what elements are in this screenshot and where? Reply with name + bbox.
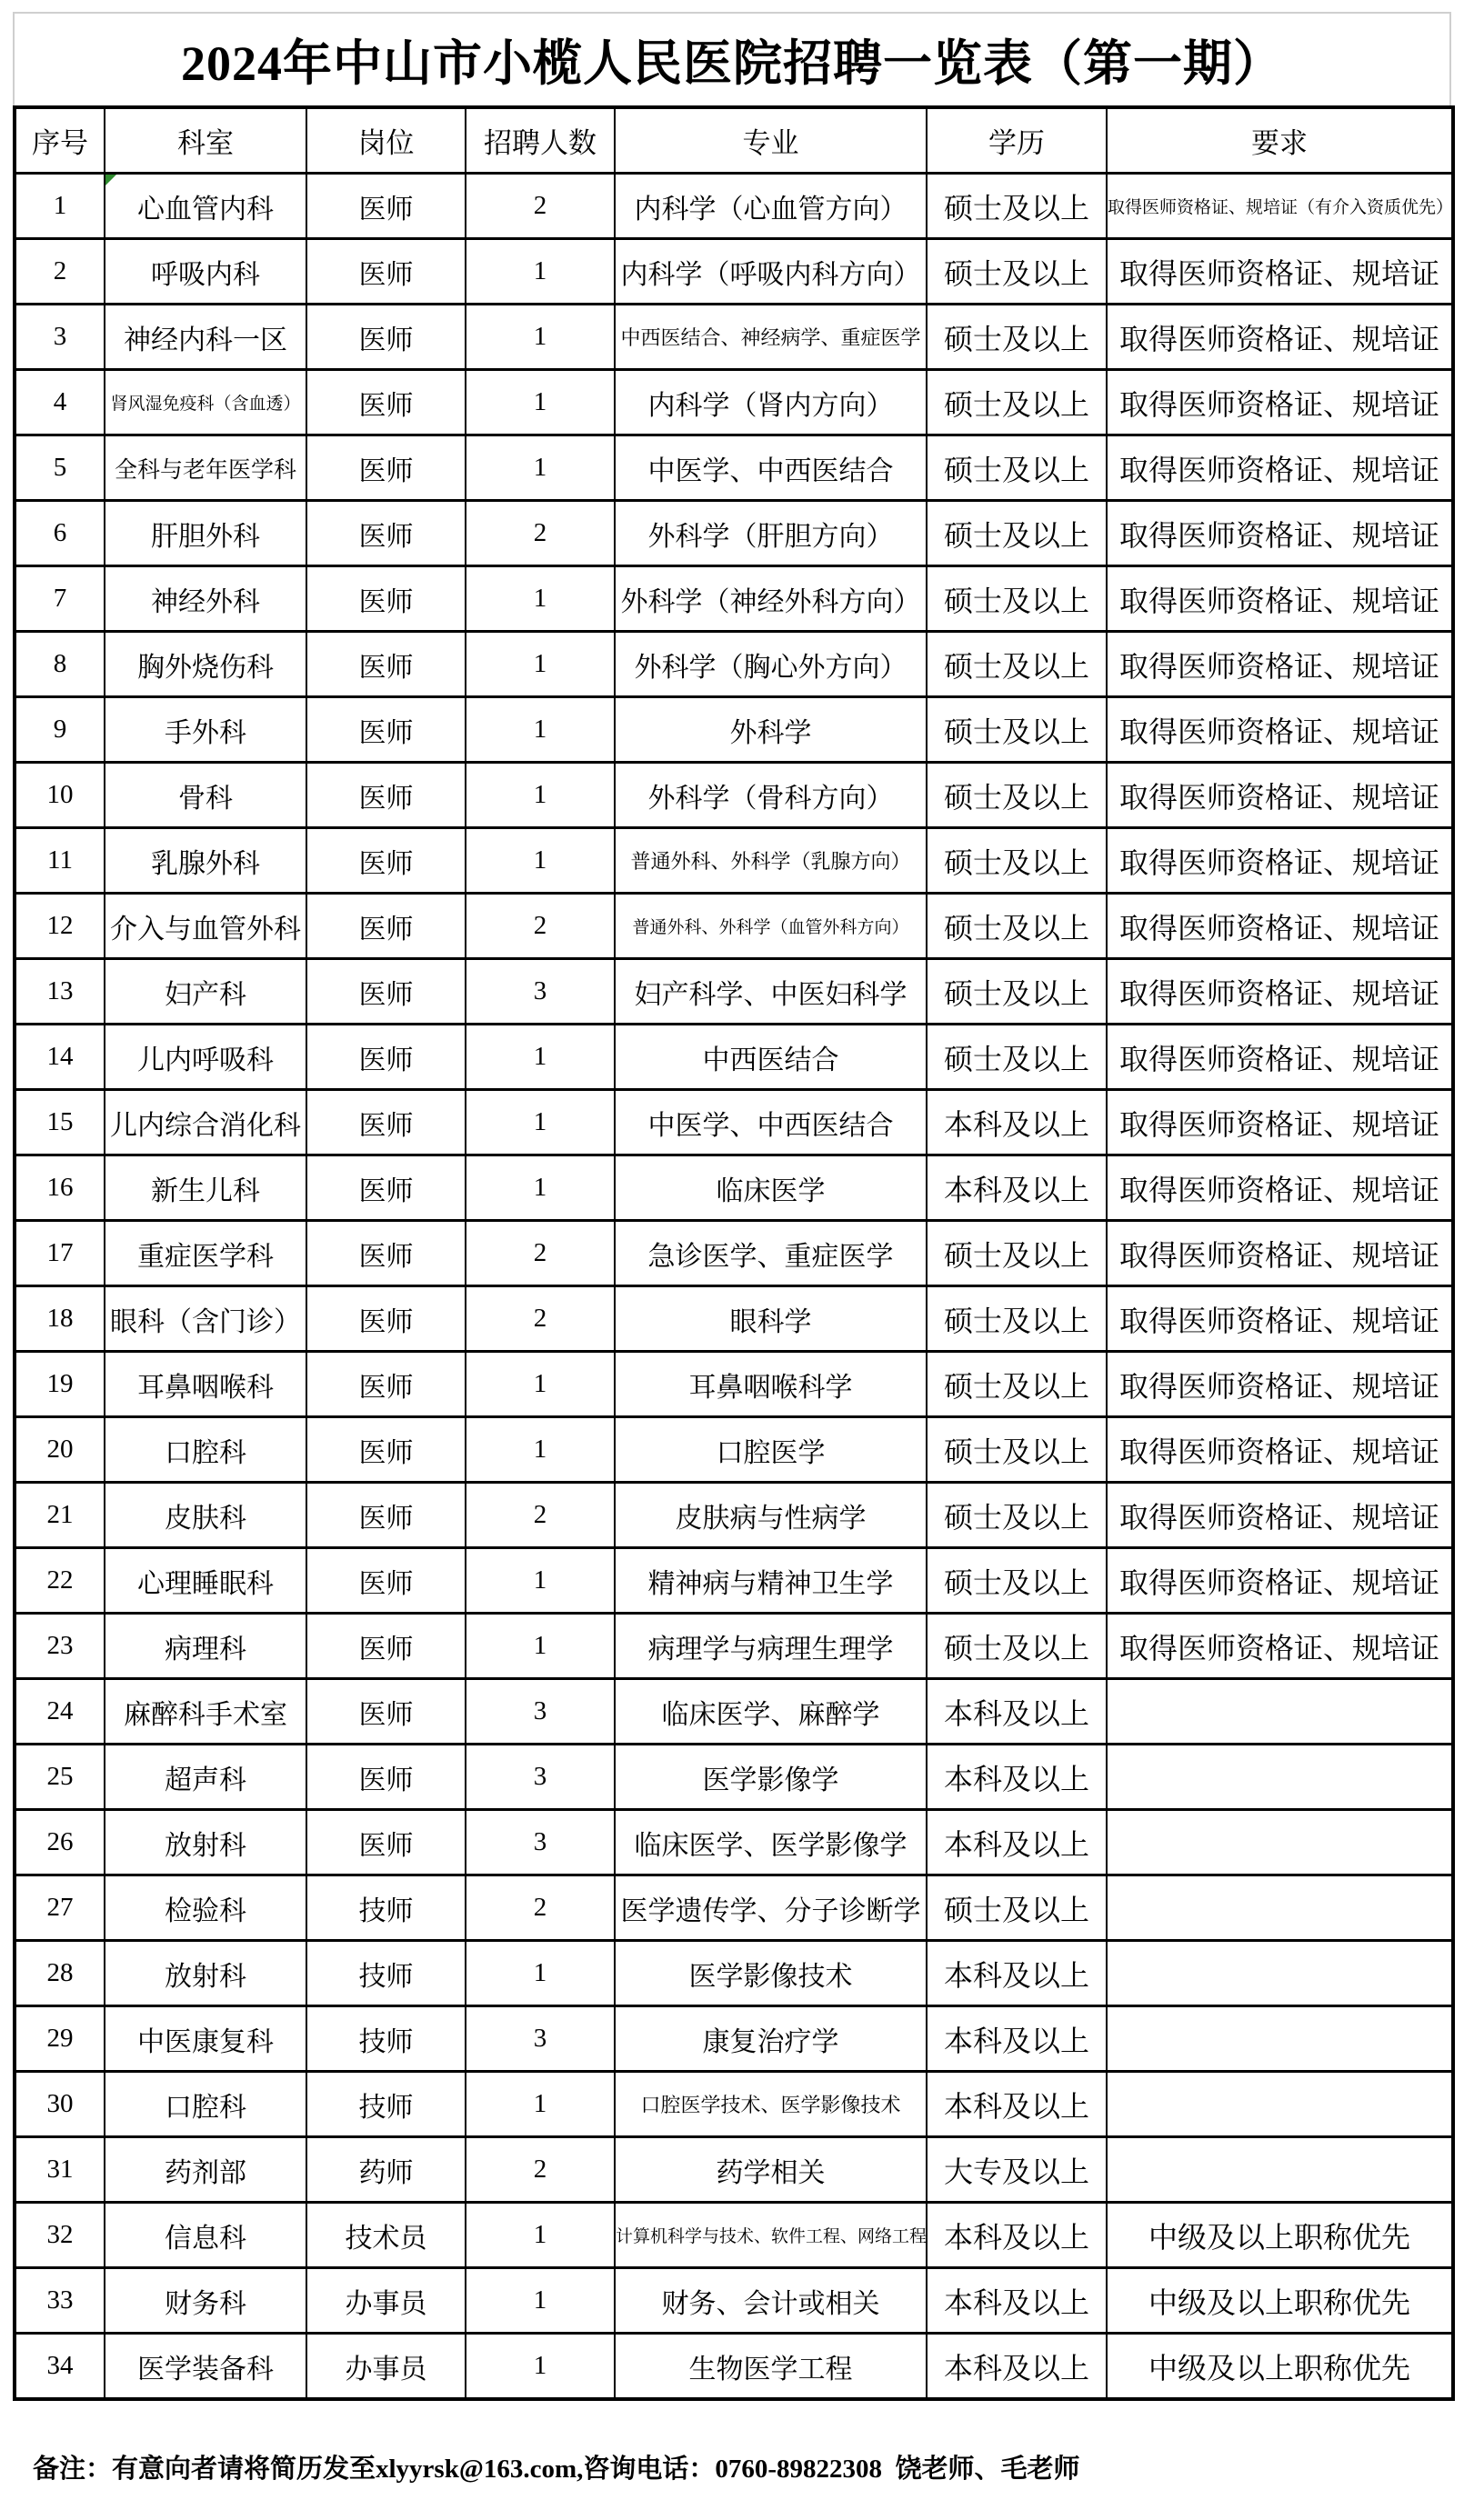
- post-cell: 办事员: [306, 2268, 466, 2334]
- dept-cell: 放射科: [105, 1941, 306, 2006]
- major-cell: 中西医结合、神经病学、重症医学: [615, 305, 927, 370]
- count-cell: 2: [466, 2137, 615, 2203]
- post-cell: 医师: [306, 1745, 466, 1810]
- count-cell: 3: [466, 1810, 615, 1875]
- table-row: [15, 1352, 1453, 1417]
- dept-cell: 呼吸内科: [105, 239, 306, 305]
- dept-cell: 药剂部: [105, 2137, 306, 2203]
- req-cell: 取得医师资格证、规培证: [1107, 763, 1453, 828]
- row-no-cell: 7: [15, 566, 105, 632]
- req-cell: [1107, 1875, 1453, 1941]
- req-cell: 取得医师资格证、规培证: [1107, 239, 1453, 305]
- row-no-cell: 20: [15, 1417, 105, 1483]
- count-cell: 1: [466, 1025, 615, 1090]
- major-cell: 计算机科学与技术、软件工程、网络工程: [615, 2203, 927, 2268]
- degree-cell: 本科及以上: [927, 2268, 1107, 2334]
- degree-cell: 本科及以上: [927, 1941, 1107, 2006]
- dept-cell: 全科与老年医学科: [105, 435, 306, 501]
- row-no-cell: 28: [15, 1941, 105, 2006]
- row-no-cell: 34: [15, 2334, 105, 2400]
- major-cell: 中西医结合: [615, 1025, 927, 1090]
- degree-cell: 硕士及以上: [927, 1417, 1107, 1483]
- req-cell: 取得医师资格证、规培证: [1107, 501, 1453, 566]
- count-cell: 1: [466, 1417, 615, 1483]
- major-cell: 外科学（神经外科方向）: [615, 566, 927, 632]
- major-cell: 临床医学、麻醉学: [615, 1679, 927, 1745]
- major-cell: 普通外科、外科学（乳腺方向）: [615, 828, 927, 894]
- degree-cell: 硕士及以上: [927, 1548, 1107, 1614]
- major-cell: 生物医学工程: [615, 2334, 927, 2400]
- count-cell: 2: [466, 1483, 615, 1548]
- count-cell: 2: [466, 501, 615, 566]
- post-cell: 医师: [306, 959, 466, 1025]
- header-no: 序号: [15, 107, 105, 174]
- degree-cell: 大专及以上: [927, 2137, 1107, 2203]
- major-cell: 外科学（肝胆方向）: [615, 501, 927, 566]
- post-cell: 医师: [306, 1417, 466, 1483]
- major-cell: 临床医学: [615, 1155, 927, 1221]
- green-corner-marker-icon: [105, 175, 116, 185]
- post-cell: 技师: [306, 1875, 466, 1941]
- table-row: [15, 1025, 1453, 1090]
- post-cell: 医师: [306, 894, 466, 959]
- req-cell: 取得医师资格证、规培证: [1107, 1155, 1453, 1221]
- post-cell: 医师: [306, 697, 466, 763]
- row-no-cell: 23: [15, 1614, 105, 1679]
- dept-cell: 病理科: [105, 1614, 306, 1679]
- row-no-cell: 30: [15, 2072, 105, 2137]
- post-cell: 技师: [306, 2006, 466, 2072]
- post-cell: 办事员: [306, 2334, 466, 2400]
- degree-cell: 硕士及以上: [927, 959, 1107, 1025]
- req-cell: 中级及以上职称优先: [1107, 2268, 1453, 2334]
- dept-cell: 检验科: [105, 1875, 306, 1941]
- header-count: 招聘人数: [466, 107, 615, 174]
- req-cell: 取得医师资格证、规培证: [1107, 1483, 1453, 1548]
- row-no-cell: 27: [15, 1875, 105, 1941]
- row-no-cell: 14: [15, 1025, 105, 1090]
- dept-cell: 麻醉科手术室: [105, 1679, 306, 1745]
- degree-cell: 本科及以上: [927, 1810, 1107, 1875]
- post-cell: 医师: [306, 1352, 466, 1417]
- table-row: [15, 697, 1453, 763]
- table-row: [15, 2334, 1453, 2400]
- table-row: [15, 501, 1453, 566]
- degree-cell: 本科及以上: [927, 1745, 1107, 1810]
- header-major: 专业: [615, 107, 927, 174]
- degree-cell: 硕士及以上: [927, 370, 1107, 435]
- table-row: [15, 1679, 1453, 1745]
- degree-cell: 本科及以上: [927, 2203, 1107, 2268]
- dept-cell: 儿内呼吸科: [105, 1025, 306, 1090]
- dept-cell: 超声科: [105, 1745, 306, 1810]
- dept-cell: 眼科（含门诊）: [105, 1286, 306, 1352]
- post-cell: 医师: [306, 1221, 466, 1286]
- count-cell: 1: [466, 632, 615, 697]
- post-cell: 医师: [306, 1548, 466, 1614]
- post-cell: 医师: [306, 1155, 466, 1221]
- post-cell: 医师: [306, 1483, 466, 1548]
- table-row: [15, 174, 1453, 239]
- count-cell: 3: [466, 1679, 615, 1745]
- degree-cell: 硕士及以上: [927, 1483, 1107, 1548]
- table-row: [15, 435, 1453, 501]
- row-no-cell: 8: [15, 632, 105, 697]
- req-cell: [1107, 1941, 1453, 2006]
- header-row: [15, 107, 1453, 174]
- degree-cell: 硕士及以上: [927, 1614, 1107, 1679]
- post-cell: 医师: [306, 1679, 466, 1745]
- post-cell: 医师: [306, 305, 466, 370]
- post-cell: 技术员: [306, 2203, 466, 2268]
- row-no-cell: 15: [15, 1090, 105, 1155]
- header-post: 岗位: [306, 107, 466, 174]
- major-cell: 病理学与病理生理学: [615, 1614, 927, 1679]
- table-row: [15, 2268, 1453, 2334]
- req-cell: 取得医师资格证、规培证: [1107, 1090, 1453, 1155]
- dept-cell: 介入与血管外科: [105, 894, 306, 959]
- post-cell: 医师: [306, 632, 466, 697]
- degree-cell: 硕士及以上: [927, 1221, 1107, 1286]
- table-row: [15, 2006, 1453, 2072]
- major-cell: 医学影像技术: [615, 1941, 927, 2006]
- degree-cell: 硕士及以上: [927, 1025, 1107, 1090]
- post-cell: 技师: [306, 2072, 466, 2137]
- dept-cell: 神经外科: [105, 566, 306, 632]
- req-cell: 取得医师资格证、规培证: [1107, 370, 1453, 435]
- row-no-cell: 17: [15, 1221, 105, 1286]
- row-no-cell: 26: [15, 1810, 105, 1875]
- dept-cell: 信息科: [105, 2203, 306, 2268]
- row-no-cell: 10: [15, 763, 105, 828]
- count-cell: 1: [466, 1941, 615, 2006]
- row-no-cell: 2: [15, 239, 105, 305]
- count-cell: 1: [466, 370, 615, 435]
- req-cell: [1107, 2006, 1453, 2072]
- post-cell: 医师: [306, 566, 466, 632]
- dept-cell: 耳鼻咽喉科: [105, 1352, 306, 1417]
- degree-cell: 硕士及以上: [927, 894, 1107, 959]
- degree-cell: 硕士及以上: [927, 632, 1107, 697]
- req-cell: 中级及以上职称优先: [1107, 2334, 1453, 2400]
- header-degree: 学历: [927, 107, 1107, 174]
- major-cell: 口腔医学: [615, 1417, 927, 1483]
- table-row: [15, 959, 1453, 1025]
- dept-cell: 口腔科: [105, 2072, 306, 2137]
- table-header: [15, 107, 1453, 174]
- req-cell: 取得医师资格证、规培证: [1107, 566, 1453, 632]
- row-no-cell: 24: [15, 1679, 105, 1745]
- req-cell: [1107, 1810, 1453, 1875]
- table-row: [15, 566, 1453, 632]
- req-cell: [1107, 1679, 1453, 1745]
- dept-cell: 放射科: [105, 1810, 306, 1875]
- degree-cell: 硕士及以上: [927, 305, 1107, 370]
- major-cell: 中医学、中西医结合: [615, 1090, 927, 1155]
- header-dept: 科室: [105, 107, 306, 174]
- table-row: [15, 1941, 1453, 2006]
- req-cell: [1107, 2072, 1453, 2137]
- req-cell: 取得医师资格证、规培证: [1107, 959, 1453, 1025]
- dept-cell: 心理睡眠科: [105, 1548, 306, 1614]
- count-cell: 3: [466, 2006, 615, 2072]
- degree-cell: 硕士及以上: [927, 501, 1107, 566]
- count-cell: 1: [466, 2203, 615, 2268]
- count-cell: 2: [466, 894, 615, 959]
- req-cell: 取得医师资格证、规培证: [1107, 435, 1453, 501]
- req-cell: 取得医师资格证、规培证: [1107, 1352, 1453, 1417]
- major-cell: 内科学（肾内方向）: [615, 370, 927, 435]
- post-cell: 技师: [306, 1941, 466, 2006]
- req-cell: 取得医师资格证、规培证: [1107, 1548, 1453, 1614]
- dept-cell: 肾风湿免疫科（含血透）: [105, 370, 306, 435]
- req-cell: 取得医师资格证、规培证: [1107, 828, 1453, 894]
- post-cell: 医师: [306, 174, 466, 239]
- post-cell: 医师: [306, 1810, 466, 1875]
- count-cell: 2: [466, 1286, 615, 1352]
- degree-cell: 硕士及以上: [927, 566, 1107, 632]
- post-cell: 医师: [306, 763, 466, 828]
- req-cell: [1107, 2137, 1453, 2203]
- table-row: [15, 2203, 1453, 2268]
- table-row: [15, 1875, 1453, 1941]
- count-cell: 2: [466, 1221, 615, 1286]
- row-no-cell: 25: [15, 1745, 105, 1810]
- count-cell: 1: [466, 1614, 615, 1679]
- major-cell: 医学遗传学、分子诊断学: [615, 1875, 927, 1941]
- req-cell: 取得医师资格证、规培证: [1107, 1417, 1453, 1483]
- table-row: [15, 370, 1453, 435]
- degree-cell: 本科及以上: [927, 1155, 1107, 1221]
- dept-cell: 医学装备科: [105, 2334, 306, 2400]
- remark-note: 备注：有意向者请将简历发至xlyyrsk@163.com,咨询电话：0760-89822308 饶老师、毛老师: [33, 2455, 1080, 2484]
- table-row: [15, 894, 1453, 959]
- count-cell: 1: [466, 2334, 615, 2400]
- major-cell: 眼科学: [615, 1286, 927, 1352]
- count-cell: 1: [466, 1090, 615, 1155]
- post-cell: 医师: [306, 239, 466, 305]
- major-cell: 内科学（心血管方向）: [615, 174, 927, 239]
- dept-cell: 手外科: [105, 697, 306, 763]
- count-cell: 1: [466, 1548, 615, 1614]
- degree-cell: 硕士及以上: [927, 435, 1107, 501]
- req-cell: 取得医师资格证、规培证: [1107, 632, 1453, 697]
- dept-cell: 心血管内科: [105, 174, 306, 239]
- table-row: [15, 305, 1453, 370]
- count-cell: 1: [466, 828, 615, 894]
- post-cell: 医师: [306, 1614, 466, 1679]
- post-cell: 医师: [306, 435, 466, 501]
- major-cell: 急诊医学、重症医学: [615, 1221, 927, 1286]
- row-no-cell: 13: [15, 959, 105, 1025]
- table-row: [15, 1614, 1453, 1679]
- degree-cell: 本科及以上: [927, 2334, 1107, 2400]
- row-no-cell: 4: [15, 370, 105, 435]
- table-title: 2024年中山市小榄人民医院招聘一览表（第一期）: [13, 12, 1451, 105]
- degree-cell: 硕士及以上: [927, 174, 1107, 239]
- row-no-cell: 16: [15, 1155, 105, 1221]
- major-cell: 医学影像学: [615, 1745, 927, 1810]
- dept-cell: 口腔科: [105, 1417, 306, 1483]
- req-cell: 取得医师资格证、规培证: [1107, 1025, 1453, 1090]
- req-cell: 取得医师资格证、规培证: [1107, 894, 1453, 959]
- row-no-cell: 6: [15, 501, 105, 566]
- row-no-cell: 19: [15, 1352, 105, 1417]
- dept-cell: 中医康复科: [105, 2006, 306, 2072]
- table-row: [15, 2137, 1453, 2203]
- table-row: [15, 239, 1453, 305]
- table-row: [15, 632, 1453, 697]
- count-cell: 1: [466, 566, 615, 632]
- major-cell: 临床医学、医学影像学: [615, 1810, 927, 1875]
- dept-cell: 财务科: [105, 2268, 306, 2334]
- count-cell: 1: [466, 1155, 615, 1221]
- degree-cell: 硕士及以上: [927, 239, 1107, 305]
- post-cell: 医师: [306, 501, 466, 566]
- degree-cell: 硕士及以上: [927, 1352, 1107, 1417]
- major-cell: 中医学、中西医结合: [615, 435, 927, 501]
- count-cell: 1: [466, 763, 615, 828]
- req-cell: 取得医师资格证、规培证: [1107, 697, 1453, 763]
- count-cell: 1: [466, 305, 615, 370]
- row-no-cell: 33: [15, 2268, 105, 2334]
- dept-cell: 乳腺外科: [105, 828, 306, 894]
- req-cell: 取得医师资格证、规培证: [1107, 305, 1453, 370]
- post-cell: 药师: [306, 2137, 466, 2203]
- post-cell: 医师: [306, 370, 466, 435]
- count-cell: 3: [466, 1745, 615, 1810]
- row-no-cell: 21: [15, 1483, 105, 1548]
- major-cell: 康复治疗学: [615, 2006, 927, 2072]
- major-cell: 财务、会计或相关: [615, 2268, 927, 2334]
- row-no-cell: 11: [15, 828, 105, 894]
- major-cell: 外科学（骨科方向）: [615, 763, 927, 828]
- req-cell: 中级及以上职称优先: [1107, 2203, 1453, 2268]
- count-cell: 1: [466, 697, 615, 763]
- row-no-cell: 1: [15, 174, 105, 239]
- dept-cell: 妇产科: [105, 959, 306, 1025]
- req-cell: 取得医师资格证、规培证（有介入资质优先）: [1107, 174, 1453, 239]
- req-cell: 取得医师资格证、规培证: [1107, 1614, 1453, 1679]
- degree-cell: 本科及以上: [927, 2006, 1107, 2072]
- table-body: [15, 174, 1453, 2400]
- dept-cell: 儿内综合消化科: [105, 1090, 306, 1155]
- req-cell: [1107, 1745, 1453, 1810]
- degree-cell: 本科及以上: [927, 2072, 1107, 2137]
- count-cell: 2: [466, 1875, 615, 1941]
- row-no-cell: 18: [15, 1286, 105, 1352]
- table-row: [15, 1483, 1453, 1548]
- degree-cell: 硕士及以上: [927, 763, 1107, 828]
- table-row: [15, 1745, 1453, 1810]
- row-no-cell: 29: [15, 2006, 105, 2072]
- row-no-cell: 3: [15, 305, 105, 370]
- row-no-cell: 9: [15, 697, 105, 763]
- req-cell: 取得医师资格证、规培证: [1107, 1286, 1453, 1352]
- count-cell: 1: [466, 239, 615, 305]
- count-cell: 1: [466, 435, 615, 501]
- major-cell: 口腔医学技术、医学影像技术: [615, 2072, 927, 2137]
- major-cell: 内科学（呼吸内科方向）: [615, 239, 927, 305]
- table-row: [15, 1155, 1453, 1221]
- count-cell: 2: [466, 174, 615, 239]
- header-req: 要求: [1107, 107, 1453, 174]
- major-cell: 精神病与精神卫生学: [615, 1548, 927, 1614]
- dept-cell: 皮肤科: [105, 1483, 306, 1548]
- post-cell: 医师: [306, 828, 466, 894]
- table-row: [15, 1810, 1453, 1875]
- degree-cell: 硕士及以上: [927, 1286, 1107, 1352]
- table-row: [15, 763, 1453, 828]
- major-cell: 妇产科学、中医妇科学: [615, 959, 927, 1025]
- dept-cell: 胸外烧伤科: [105, 632, 306, 697]
- degree-cell: 本科及以上: [927, 1090, 1107, 1155]
- major-cell: 外科学: [615, 697, 927, 763]
- post-cell: 医师: [306, 1286, 466, 1352]
- row-no-cell: 31: [15, 2137, 105, 2203]
- dept-cell: 骨科: [105, 763, 306, 828]
- degree-cell: 硕士及以上: [927, 1875, 1107, 1941]
- major-cell: 普通外科、外科学（血管外科方向）: [615, 894, 927, 959]
- table-row: [15, 1221, 1453, 1286]
- table-row: [15, 1090, 1453, 1155]
- table-row: [15, 828, 1453, 894]
- degree-cell: 本科及以上: [927, 1679, 1107, 1745]
- degree-cell: 硕士及以上: [927, 828, 1107, 894]
- row-no-cell: 32: [15, 2203, 105, 2268]
- row-no-cell: 5: [15, 435, 105, 501]
- count-cell: 3: [466, 959, 615, 1025]
- row-no-cell: 22: [15, 1548, 105, 1614]
- post-cell: 医师: [306, 1090, 466, 1155]
- req-cell: 取得医师资格证、规培证: [1107, 1221, 1453, 1286]
- dept-cell: 重症医学科: [105, 1221, 306, 1286]
- major-cell: 皮肤病与性病学: [615, 1483, 927, 1548]
- count-cell: 1: [466, 2072, 615, 2137]
- table-row: [15, 1417, 1453, 1483]
- major-cell: 外科学（胸心外方向）: [615, 632, 927, 697]
- table-row: [15, 1286, 1453, 1352]
- recruitment-table: [13, 105, 1455, 2401]
- dept-cell: 肝胆外科: [105, 501, 306, 566]
- row-no-cell: 12: [15, 894, 105, 959]
- count-cell: 1: [466, 2268, 615, 2334]
- major-cell: 药学相关: [615, 2137, 927, 2203]
- count-cell: 1: [466, 1352, 615, 1417]
- degree-cell: 硕士及以上: [927, 697, 1107, 763]
- post-cell: 医师: [306, 1025, 466, 1090]
- dept-cell: 新生儿科: [105, 1155, 306, 1221]
- table-row: [15, 1548, 1453, 1614]
- major-cell: 耳鼻咽喉科学: [615, 1352, 927, 1417]
- table-row: [15, 2072, 1453, 2137]
- dept-cell: 神经内科一区: [105, 305, 306, 370]
